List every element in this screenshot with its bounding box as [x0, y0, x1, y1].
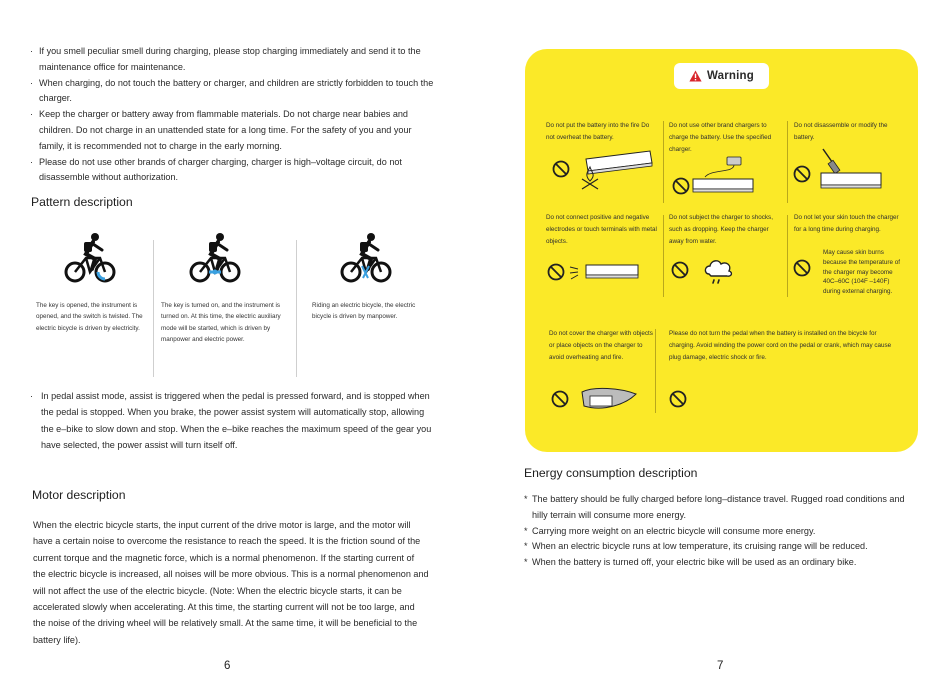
- motor-paragraph: When the electric bicycle starts, the input current of the drive motor is large, and the motor will have a certain noise to overcome the resistance to reach the speed. It is the friction sound of the current torque and the magnetic force, which is a normal phenomenon. If the starting current of the electric bicycle is increased, all noises will be more obvious. This is a normal phenomenon and will not affect the use of the electric bicycle. (Note: When the electric bicycle starts, it can be accelerated slowly when accelerating. At this time, the starting current will not be too large, and the noise of the driving wheel will be relatively small. At the same time, it will be beneficial to the battery life).: [33, 520, 429, 645]
- divider: [655, 329, 656, 413]
- pattern-heading: Pattern description: [31, 195, 133, 209]
- prohibited-icon: [552, 160, 570, 178]
- divider: [663, 215, 664, 297]
- list-item: * Carrying more weight on an electric bicycle will consume more energy.: [524, 525, 816, 536]
- page-number: 6: [224, 660, 231, 672]
- list-item: · Please do not use other brands of charger charging, charger is high–voltage circuit, do not disassemble without authorization.: [30, 156, 402, 183]
- pattern-manual: [310, 222, 435, 377]
- cyclist-icon: [62, 232, 118, 284]
- warning-text: Do not let your skin touch the charger for a long time during charging.: [794, 214, 899, 233]
- list-item: · If you smell peculiar smell during charging, please stop charging immediately and send it to the maintenance office for maintenance.: [30, 46, 421, 72]
- warning-title: Warning: [707, 70, 754, 82]
- battery-fire-icon: [572, 149, 654, 191]
- pattern-electric: [34, 222, 159, 377]
- warning-text: Do not connect positive and negative electrodes or touch terminals with metal objects.: [546, 214, 657, 245]
- energy-heading: Energy consumption description: [524, 466, 698, 480]
- motor-heading: Motor description: [32, 488, 126, 502]
- pattern-assist: [159, 222, 284, 377]
- pattern-text-1: The key is opened, the instrument is opened, and the switch is twisted. The electric bicycle is driven by electricity.: [36, 302, 143, 332]
- warning-text: Do not put the battery into the fire Do not overheat the battery.: [546, 122, 650, 141]
- divider: [663, 121, 664, 203]
- list-item: * When the battery is turned off, your electric bike will be used as an ordinary bike.: [524, 557, 857, 568]
- energy-list: [524, 492, 919, 571]
- list-item: * The battery should be fully charged before long–distance travel. Rugged road conditions and hilly terrain will consume more energy.: [524, 494, 905, 520]
- warning-header: [674, 63, 769, 89]
- pattern-text-2: The key is turned on, and the instrument is turned on. At this time, the electric auxiliary mode will be started, which is driven by manpower and electric power.: [161, 302, 281, 344]
- prohibited-icon: [793, 259, 811, 277]
- page-number: 7: [717, 660, 724, 672]
- warning-text: Do not subject the charger to shocks, such as dropping. Keep the charger away from water.: [669, 214, 773, 245]
- list-item: · When charging, do not touch the battery or charger, and children are strictly forbidden to touch the charger.: [30, 77, 434, 104]
- rain-cloud-icon: [703, 256, 735, 286]
- pedal-assist-paragraph: · In pedal assist mode, assist is triggered when the pedal is pressed forward, and is stopped when the pedal is stopped. When you brake, the power assist system will automatically stop, allowing the e–bike to slow down and stop. When the e–bike reaches the maximum speed of the gear you have selected, the power assist will turn itself off.: [30, 391, 432, 450]
- prohibited-icon: [547, 263, 565, 281]
- warning-text: Do not use other brand chargers to charge the battery. Use the specified charger.: [669, 122, 772, 153]
- cyclist-icon: [187, 232, 243, 284]
- short-circuit-icon: [568, 259, 640, 285]
- list-item: * When an electric bicycle runs at low temperature, its cruising range will be reduced.: [524, 541, 868, 552]
- divider: [296, 240, 297, 377]
- charger-battery-icon: [691, 155, 757, 195]
- pattern-panel: [30, 222, 425, 382]
- warning-triangle-icon: [689, 70, 702, 82]
- list-item: · Keep the charger or battery away from flammable materials. Do not charge near babies and children. Do not charge in an unattended state for a long time. For the safety of you and your family, it is recommended not to charge in the early morning.: [30, 109, 412, 151]
- warning-text: Do not disassemble or modify the battery.: [794, 122, 888, 141]
- cyclist-icon: [338, 232, 394, 284]
- prohibited-icon: [671, 261, 689, 279]
- divider: [787, 121, 788, 203]
- charging-safety-list: [30, 44, 435, 186]
- warning-panel: [525, 49, 918, 452]
- warning-note: May cause skin burns because the temperature of the charger may become 40C–60C (104F –140F) during external charging.: [823, 249, 901, 296]
- warning-text: Please do not turn the pedal when the battery is installed on the bicycle for charging. Avoid winding the power cord on the pedal or crank, which may cause plug damage, electric shock or fire.: [669, 330, 892, 361]
- prohibited-icon: [793, 165, 811, 183]
- prohibited-icon: [672, 177, 690, 195]
- pattern-text-3: Riding an electric bicycle, the electric bicycle is driven by manpower.: [312, 302, 416, 321]
- divider: [787, 215, 788, 297]
- screwdriver-battery-icon: [815, 147, 885, 192]
- prohibited-icon: [551, 390, 569, 408]
- warning-text: Do not cover the charger with objects or place objects on the charger to avoid overheating and fire.: [549, 330, 653, 361]
- covered-charger-icon: [580, 382, 638, 414]
- prohibited-icon: [669, 390, 687, 408]
- divider: [153, 240, 154, 377]
